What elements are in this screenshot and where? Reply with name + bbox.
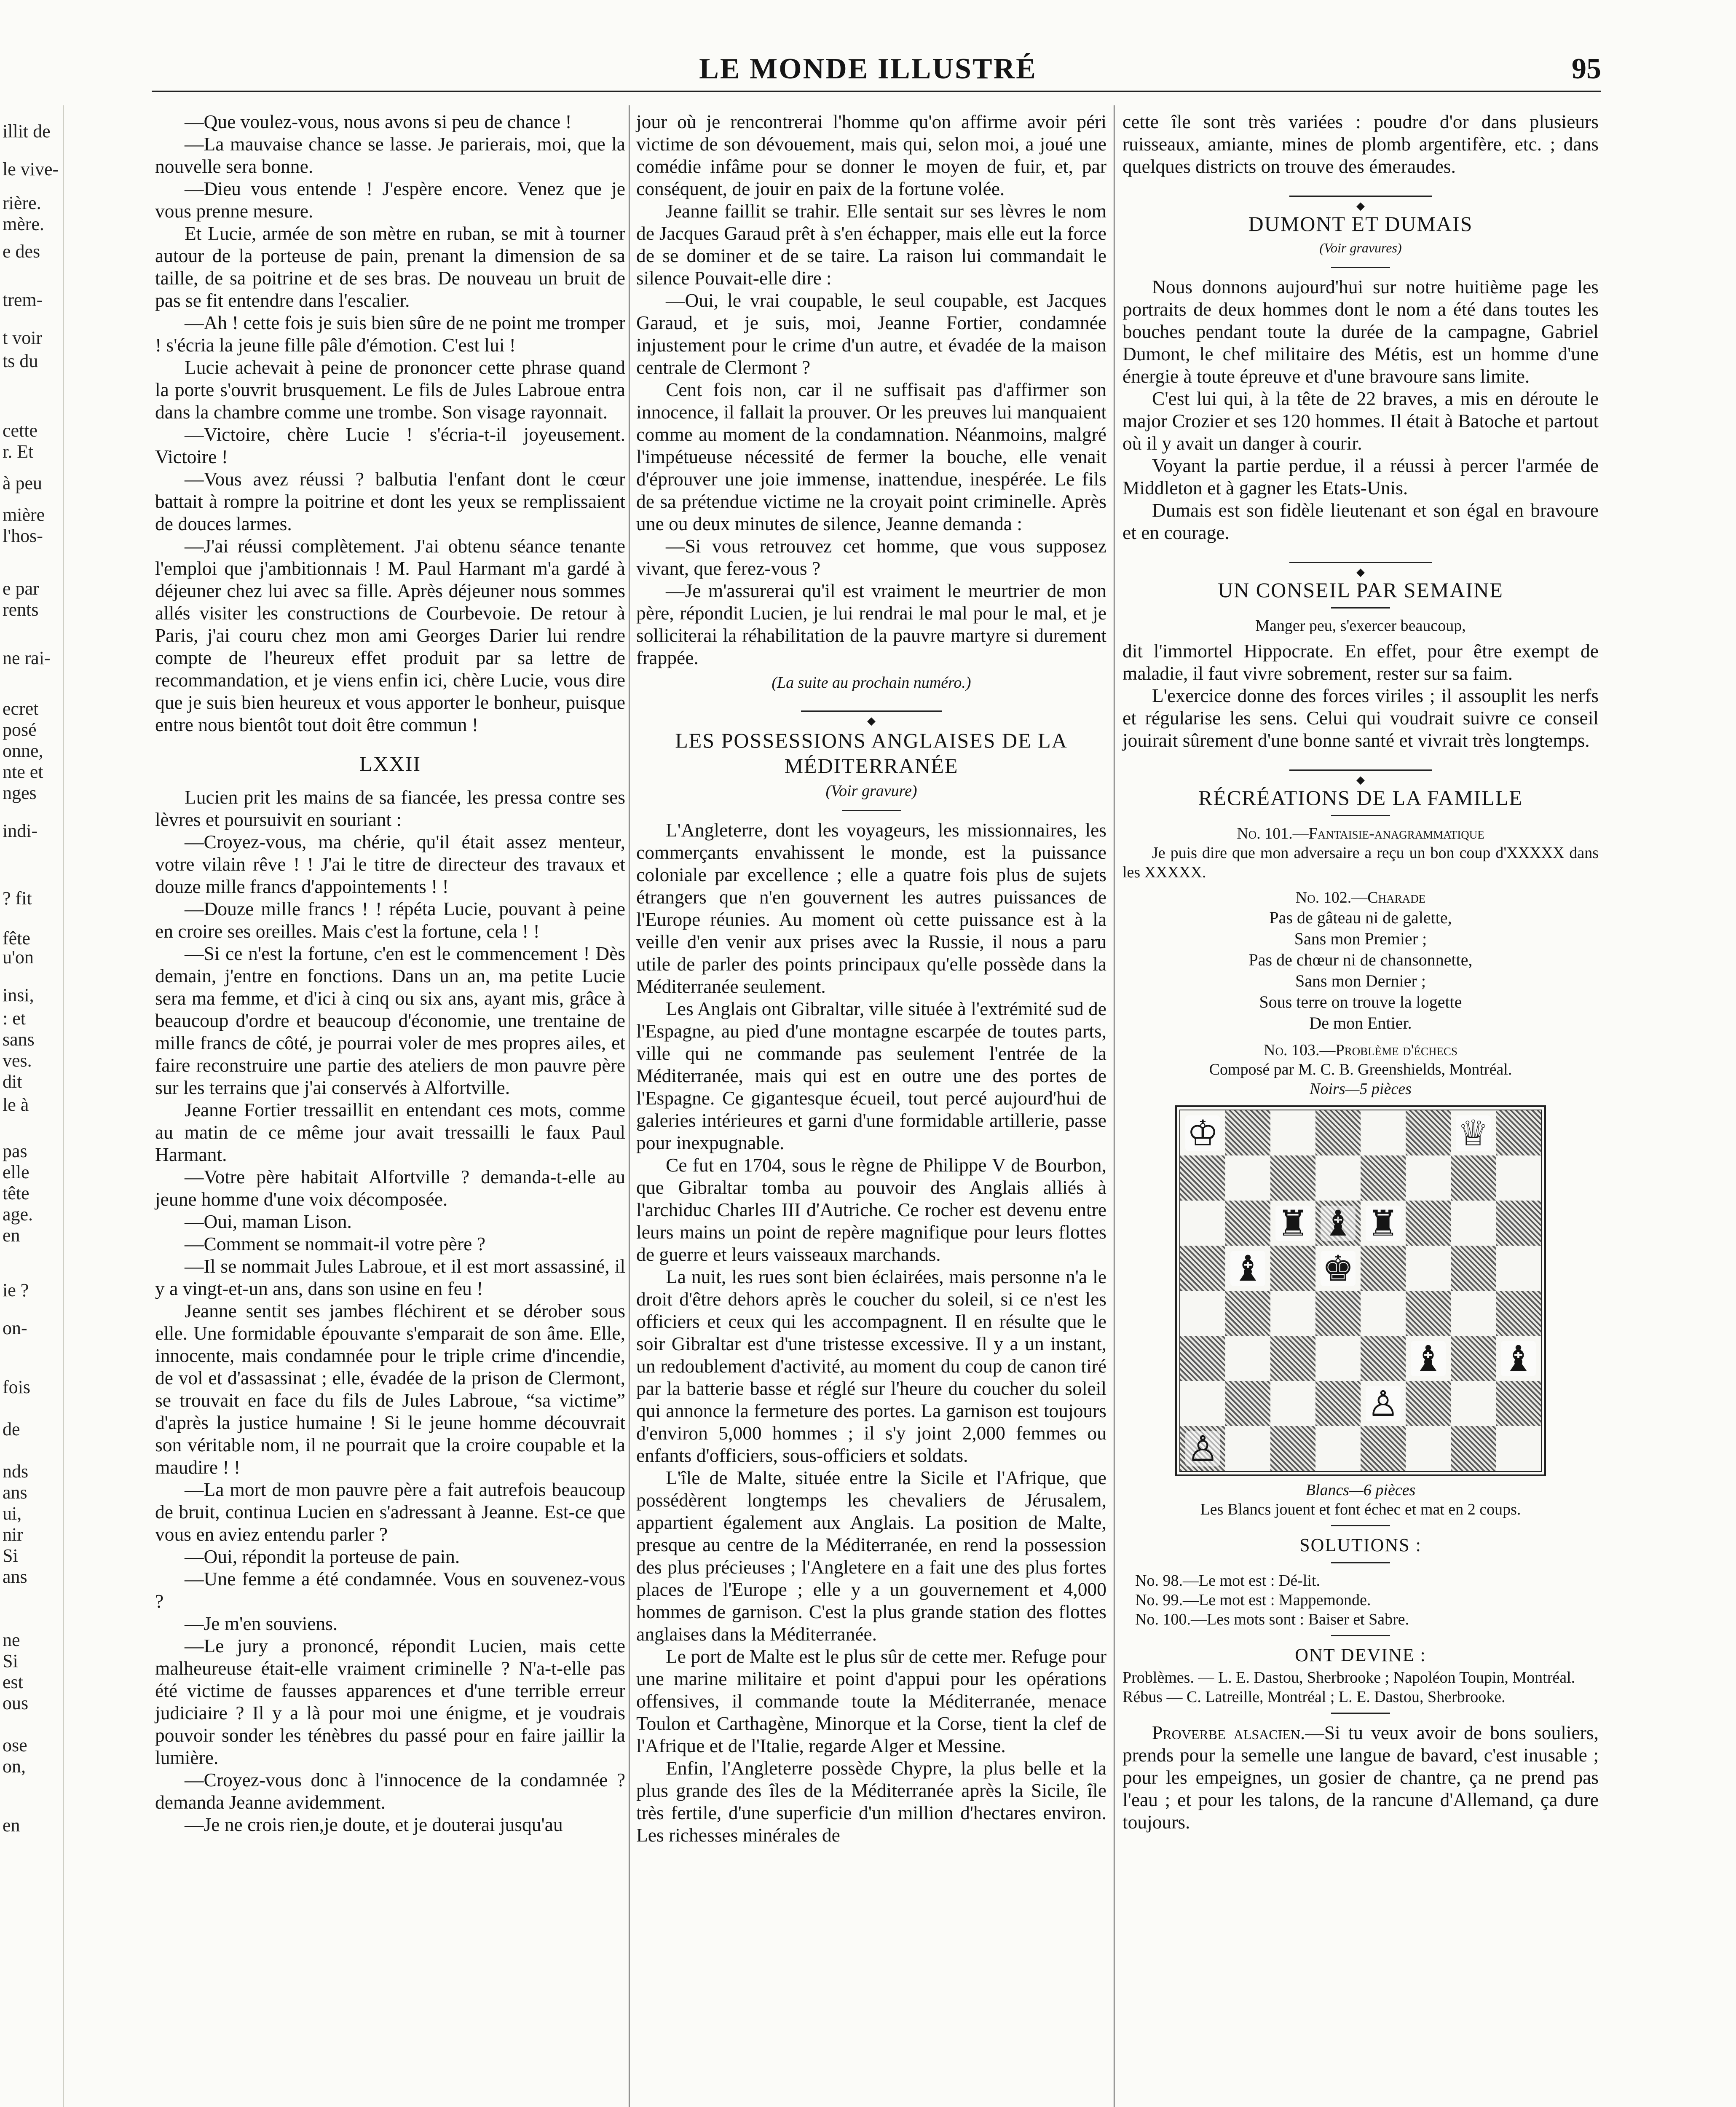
chess-square — [1225, 1155, 1270, 1201]
chess-square — [1180, 1381, 1225, 1426]
proverbe-label: Proverbe alsacien. — [1152, 1722, 1305, 1743]
paragraph: —Dieu vous entende ! J'espère encore. Venez que je vous prenne mesure. — [155, 178, 625, 222]
chess-square — [1496, 1155, 1541, 1201]
paragraph: La nuit, les rues sont bien éclairées, mais personne n'a le droit d'être dehors après le coucher du soleil, si ce n'est les officiers et ceux qui les accompagnent. Il en résulte que le soir Gibraltar est d'une tristesse excessive. Il y a un instant, un redoublement d'activité, au moment du coup de canon tiré par la batterie basse et réglé sur l'heure du coucher du soleil qui annonce la fermeture des portes. La garnison est toujours d'environ 5,000 hommes ; il s'y joint 2,000 femmes ou enfants d'officiers, sous-officiers et soldats. — [636, 1266, 1106, 1466]
chess-square — [1225, 1381, 1270, 1426]
paragraph: jour où je rencontrerai l'homme qu'on affirme avoir péri victime de son dévouement, mais qui, selon moi, a joué une comédie infâme pour se donner le moyen de fuir, et, par conséquent, de jouir en paix de la fortune volée. — [636, 111, 1106, 199]
previous-page-text: dit — [3, 1071, 22, 1092]
previous-page-text: nir — [3, 1524, 23, 1545]
ornament-diamond-icon: ◆ — [1353, 200, 1368, 212]
conseil-body — [1123, 640, 1599, 751]
problem-102-title: No. 102.—Charade — [1295, 889, 1426, 906]
previous-page-text: l'hos- — [3, 525, 43, 546]
chess-square — [1225, 1110, 1270, 1155]
chess-square — [1406, 1381, 1451, 1426]
ornament-divider — [1123, 192, 1599, 212]
paragraph: Lucie achevait à peine de prononcer cette phrase quand la porte s'ouvrit brusquement. Le fils de Jules Labroue entra dans la chambre comme une trombe. Son visage rayonnait. — [155, 357, 625, 423]
chess-square — [1270, 1426, 1315, 1471]
previous-page-text: illit de — [3, 121, 51, 142]
chess-square — [1406, 1246, 1451, 1291]
chess-square — [1361, 1336, 1406, 1381]
previous-page-text: ose — [3, 1735, 27, 1756]
devine-list — [1123, 1668, 1599, 1707]
previous-page-text: le vive- — [3, 159, 59, 180]
previous-page-text: tête — [3, 1183, 29, 1204]
previous-page-text: indi- — [3, 820, 38, 841]
chess-square — [1361, 1201, 1406, 1246]
chess-square — [1180, 1201, 1225, 1246]
chess-square — [1451, 1155, 1496, 1201]
serial-text-part-2 — [155, 786, 625, 1836]
chess-square — [1406, 1291, 1451, 1336]
solution-item: No. 99.—Le mot est : Mappemonde. — [1135, 1591, 1371, 1609]
previous-page-text: de — [3, 1419, 20, 1440]
short-rule — [1331, 607, 1390, 609]
chess-piece-icon: ♝ — [1230, 1251, 1265, 1286]
paragraph: Lucien prit les mains de sa fiancée, les pressa contre ses lèvres et poursuivit en souriant : — [155, 786, 625, 830]
paragraph: Voyant la partie perdue, il a réussi à percer l'armée de Middleton et à gagner les Etats-Unis. — [1123, 455, 1599, 499]
dumont-body — [1123, 276, 1599, 544]
chess-square — [1361, 1291, 1406, 1336]
paragraph: Nous donnons aujourd'hui sur notre huitième page les portraits de deux hommes dont le nom a été dans toutes les bouches pendant toute la durée de la campagne, Gabriel Dumont, le chef militaire des Métis, est un homme d'une énergie à toute épreuve et d'une bravoure sans limite. — [1123, 276, 1599, 387]
black-pieces-label: Noirs—5 pièces — [1310, 1080, 1412, 1098]
previous-page-text: r. Et — [3, 441, 34, 462]
paragraph: —J'ai réussi complètement. J'ai obtenu séance tenante l'emploi que j'ambitionnais ! M. Paul Harmant m'a gardé à déjeuner chez lui avec sa fille. Après déjeuner nous sommes allés visiter les constructions de Courbevoie. De retour à Paris, j'ai couru chez mon ami Georges Darier lui rendre compte de l'heureux effet produit par sa lettre de recommandation, et je viens enfin ici, chère Lucie, vous dire que je suis bien heureux et vous apporter le bonheur, puisque entre nous bientôt tout doit être commun ! — [155, 535, 625, 735]
previous-page-text: ans — [3, 1482, 27, 1503]
chess-square — [1315, 1110, 1361, 1155]
chess-square — [1451, 1291, 1496, 1336]
short-rule — [1331, 1635, 1390, 1636]
chess-square — [1451, 1246, 1496, 1291]
paragraph: —Ah ! cette fois je suis bien sûre de ne point me tromper ! s'écria la jeune fille pâle d'émotion. C'est lui ! — [155, 312, 625, 356]
verse-line: De mon Entier. — [1309, 1013, 1412, 1032]
previous-page-text: fête — [3, 928, 30, 949]
previous-page-text: ous — [3, 1693, 29, 1713]
paragraph: L'Angleterre, dont les voyageurs, les missionnaires, les commerçants envahissent le monde, est la puissance coloniale par excellence ; elle a quatre fois plus de sujets étrangers que n'en gouvernent les autres puissances de l'Europe réunies. Au moment où cette puissance est à la veille d'en venir aux prises avec la Russie, il nous a paru utile de parler des points principaux qu'elle possède dans la Méditerranée seulement. — [636, 819, 1106, 997]
chess-square — [1315, 1246, 1361, 1291]
chess-square — [1315, 1426, 1361, 1471]
problem-101-text: Je puis dire que mon adversaire a reçu un bon coup d'XXXXX dans les XXXXX. — [1123, 844, 1599, 881]
previous-page-text: sans — [3, 1029, 35, 1050]
chess-square — [1496, 1201, 1541, 1246]
paragraph: —Votre père habitait Alfortville ? demanda-t-elle au jeune homme d'une voix décomposée. — [155, 1166, 625, 1210]
chess-square — [1225, 1291, 1270, 1336]
ornament-divider — [1123, 558, 1599, 578]
paragraph: —Croyez-vous, ma chérie, qu'il était assez menteur, votre vilain rêve ! ! J'ai le titre de directeur des travaux et douze mille francs d'appointements ! ! — [155, 831, 625, 897]
chess-square — [1496, 1426, 1541, 1471]
proverbe-text: —Si tu veux avoir de bons souliers, prends pour la semelle une langue de bavard, c'est inusable ; pour les empeignes, un gosier de chantre, ça ne prend pas l'eau ; et pour les talons, de la rancune d'Allemand, ça dure toujours. — [1123, 1722, 1599, 1833]
chess-square — [1315, 1381, 1361, 1426]
previous-page-text: mère. — [3, 214, 44, 234]
chess-piece-icon: ♝ — [1321, 1206, 1356, 1241]
conseil-quote: Manger peu, s'exercer beaucoup, — [1255, 617, 1466, 635]
paragraph: —Si vous retrouvez cet homme, que vous supposez vivant, que ferez-vous ? — [636, 535, 1106, 579]
chess-piece-icon: ♔ — [1185, 1115, 1220, 1151]
short-rule — [1331, 1562, 1390, 1563]
paragraph: —La mauvaise chance se lasse. Je parierais, moi, que la nouvelle sera bonne. — [155, 133, 625, 177]
paragraph: Jeanne sentit ses jambes fléchirent et se dérober sous elle. Une formidable épouvante s'emparait de son âme. Elle, innocente, mais condamnée pour le triple crime d'incendie, de vol et d'assassinat ; elle, évadée de la prison de Clermont, se trouvait en face du fils de Jules Labroue, “sa victime” d'après la justice humaine ! Si le jeune homme découvrait son véritable nom, il ne pourrait que la croire coupable et la maudire ! ! — [155, 1300, 625, 1478]
proverbe — [1123, 1721, 1599, 1833]
previous-page-text: Si — [3, 1545, 18, 1566]
previous-page-text: elle — [3, 1162, 29, 1182]
chess-square — [1361, 1155, 1406, 1201]
chess-piece-icon: ♝ — [1501, 1341, 1536, 1376]
serial-text-continuation — [636, 110, 1106, 669]
previous-page-text: en — [3, 1815, 20, 1836]
short-rule — [1331, 815, 1390, 816]
chapter-number: LXXII — [359, 752, 421, 775]
previous-page-text: le à — [3, 1094, 29, 1115]
article-title: LES POSSESSIONS ANGLAISES DE LA MÉDITERRANÉE — [675, 729, 1068, 777]
charade-verse — [1123, 907, 1599, 1034]
previous-page-text: rents — [3, 599, 39, 620]
paragraph: Le port de Malte est le plus sûr de cette mer. Refuge pour une marine militaire et point d'appui pour les opérations offensives, il commande toute la Méditerranée, menace Toulon et Carthagène, Minorque et la Corse, tient la clef de l'Afrique et de l'Italie, regarde Alger et Messine. — [636, 1646, 1106, 1756]
paragraph: —Oui, le vrai coupable, le seul coupable, est Jacques Garaud, et je suis, moi, Jeanne Fortier, condamnée injustement pour le crime d'un autre, et évadée de la maison centrale de Clermont ? — [636, 290, 1106, 378]
paragraph: —Je m'en souviens. — [185, 1613, 338, 1634]
chess-piece-icon: ♝ — [1411, 1341, 1446, 1376]
chess-square — [1180, 1426, 1225, 1471]
previous-page-text: nges — [3, 783, 37, 803]
solution-item: No. 100.—Les mots sont : Baiser et Sabre. — [1135, 1611, 1409, 1628]
dumont-note: (Voir gravures) — [1319, 240, 1402, 255]
previous-page-text: on, — [3, 1756, 26, 1777]
chess-square — [1270, 1155, 1315, 1201]
chess-piece-icon: ♜ — [1366, 1206, 1401, 1241]
chess-square — [1496, 1336, 1541, 1381]
article-note: (Voir gravure) — [825, 782, 917, 800]
devine-item: Problèmes. — L. E. Dastou, Sherbrooke ; Napoléon Toupin, Montréal. — [1123, 1669, 1575, 1686]
paragraph: —Douze mille francs ! ! répéta Lucie, pouvant à peine en croire ses oreilles. Mais c'est la fortune, cela ! ! — [155, 898, 625, 942]
solutions-list — [1123, 1571, 1599, 1629]
dumont-title: DUMONT ET DUMAIS — [1248, 212, 1473, 236]
short-rule — [1331, 1713, 1390, 1714]
paragraph: —Oui, maman Lison. — [185, 1211, 352, 1232]
chess-piece-icon: ♕ — [1456, 1115, 1491, 1151]
ornament-diamond-icon: ◆ — [1353, 566, 1368, 578]
short-rule — [1331, 267, 1390, 268]
previous-page-text: onne, — [3, 740, 43, 761]
previous-page-text: pas — [3, 1141, 27, 1161]
serial-text-part-1 — [155, 110, 625, 736]
chess-piece-icon: ♙ — [1366, 1386, 1401, 1421]
chess-square — [1270, 1110, 1315, 1155]
white-pieces-label: Blancs—6 pièces — [1305, 1481, 1416, 1499]
verse-line: Sous terre on trouve la logette — [1259, 992, 1462, 1011]
previous-page-text: on- — [3, 1318, 27, 1338]
previous-page-text: Si — [3, 1651, 18, 1671]
chess-square — [1361, 1426, 1406, 1471]
solutions-title: SOLUTIONS : — [1299, 1535, 1422, 1555]
previous-page-text: mière — [3, 504, 45, 525]
paragraph: L'exercice donne des forces viriles ; il assouplit les nerfs et régularise les sens. Celui qui voudrait suivre ce conseil jouirait sûrement d'une bonne santé et vivrait très longtemps. — [1123, 685, 1599, 751]
previous-page-text: en — [3, 1225, 20, 1246]
previous-page-text: : et — [3, 1008, 26, 1029]
previous-page-text: posé — [3, 719, 37, 740]
article-body — [636, 819, 1106, 1846]
chess-square — [1180, 1155, 1225, 1201]
ornament-diamond-icon: ◆ — [864, 715, 879, 727]
chess-square — [1496, 1246, 1541, 1291]
chess-square — [1180, 1246, 1225, 1291]
previous-page-text: insi, — [3, 985, 34, 1005]
chess-square — [1180, 1336, 1225, 1381]
chess-square — [1496, 1110, 1541, 1155]
chess-square — [1496, 1381, 1541, 1426]
problem-103-title: No. 103.—Problème d'échecs — [1264, 1041, 1457, 1059]
previous-page-text: age. — [3, 1204, 33, 1225]
paragraph: Ce fut en 1704, sous le règne de Philippe V de Bourbon, que Gibraltar tomba au pouvoir des Anglais alliés à l'archiduc Charles III d'Autriche. Ce rocher est devenu entre leurs mains un point de repère magnifique pour leurs flottes de guerre et leurs vaisseaux marchands. — [636, 1154, 1106, 1265]
paragraph: Jeanne faillit se trahir. Elle sentait sur ses lèvres le nom de Jacques Garaud prêt à s'en échapper, mais elle eut la force de se dominer et de se taire. La raison lui commandait le silence Pouvait-elle dire : — [636, 200, 1106, 289]
ornament-divider — [1123, 766, 1599, 786]
devine-title: ONT DEVINE : — [1295, 1645, 1426, 1665]
paragraph: —La mort de mon pauvre père a fait autrefois beaucoup de bruit, continua Lucien en s'adressant à Jeanne. Est-ce que vous en aviez entendu parler ? — [155, 1479, 625, 1545]
chess-square — [1225, 1336, 1270, 1381]
previous-page-text: fois — [3, 1377, 30, 1397]
chess-square — [1225, 1201, 1270, 1246]
problem-101-title: No. 101.—Fantaisie-anagrammatique — [1237, 825, 1484, 842]
paragraph: C'est lui qui, à la tête de 22 braves, a mis en déroute le major Crozier et ses 120 hommes. Il était à Batoche et partout où il y avait un danger à courir. — [1123, 388, 1599, 454]
paragraph: Les Anglais ont Gibraltar, ville située à l'extrémité sud de l'Espagne, au pied d'une montagne escarpée de toutes parts, ville qui ne commande pas seulement l'entrée de la Méditerranée, mais qui est en outre une des portes de l'Espagne. Ce gigantesque écueil, tout percé aujourd'hui de galeries intérieures et garni d'une formidable artillerie, passe pour inexpugnable. — [636, 998, 1106, 1153]
previous-page-text: nte et — [3, 761, 43, 782]
chess-square — [1406, 1110, 1451, 1155]
solution-item: No. 98.—Le mot est : Dé-lit. — [1135, 1572, 1321, 1590]
chess-square — [1270, 1291, 1315, 1336]
chess-square — [1315, 1336, 1361, 1381]
paragraph: —Je m'assurerai qu'il est vraiment le meurtrier de mon père, répondit Lucien, je lui rendrai le mal pour le mal, et je solliciterai la réhabilitation de la pauvre martyre si durement frappée. — [636, 580, 1106, 668]
chess-square — [1180, 1110, 1225, 1155]
paragraph: —Vous avez réussi ? balbutia l'enfant dont le cœur battait à rompre la poitrine et dont les yeux se remplissaient de douces larmes. — [155, 468, 625, 534]
chess-square — [1451, 1381, 1496, 1426]
column-3 — [1123, 110, 1599, 1833]
chess-square — [1451, 1426, 1496, 1471]
previous-page-text: ie ? — [3, 1280, 29, 1300]
previous-page-text: nds — [3, 1461, 29, 1482]
previous-page-text: ves. — [3, 1050, 32, 1071]
chess-square — [1451, 1110, 1496, 1155]
ornament-diamond-icon: ◆ — [1353, 774, 1368, 786]
previous-page-text: est — [3, 1672, 23, 1692]
previous-page-text: ne — [3, 1630, 20, 1650]
previous-page-text: cette — [3, 420, 38, 441]
paragraph: dit l'immortel Hippocrate. En effet, pour être exempt de maladie, il faut vivre sobrement, rester sur sa faim. — [1123, 640, 1599, 684]
paragraph: —Oui, répondit la porteuse de pain. — [185, 1546, 460, 1567]
recreations-title: RÉCRÉATIONS DE LA FAMILLE — [1198, 786, 1523, 810]
previous-page-text: ? fit — [3, 888, 32, 909]
chess-square — [1406, 1201, 1451, 1246]
verse-line: Sans mon Premier ; — [1294, 929, 1427, 948]
chess-square — [1451, 1336, 1496, 1381]
column-divider-1 — [629, 105, 630, 2107]
chess-board — [1179, 1110, 1542, 1472]
previous-page-text: ui, — [3, 1503, 22, 1524]
conseil-title: UN CONSEIL PAR SEMAINE — [1218, 578, 1503, 602]
paragraph: —Si ce n'est la fortune, c'en est le commencement ! Dès demain, j'entre en fonctions. Dans un an, ma petite Lucie sera ma femme, et d'ici à cinq ou six ans, ayant mis, grâce à beaucoup d'ordre et beaucoup d'économie, une trentaine de mille francs de côté, je pourrai voler de mes propres ailes, et faire reconstruire une partie des ateliers de mon pauvre père sur les terrains que j'ai conservés à Alfortville. — [155, 943, 625, 1098]
paragraph: Jeanne Fortier tressaillit en entendant ces mots, comme au matin de ce même jour avait tressailli le faux Paul Harmant. — [155, 1099, 625, 1165]
header-rule — [152, 91, 1601, 98]
previous-page-text: à peu — [3, 473, 43, 493]
chess-piece-icon: ♚ — [1321, 1251, 1356, 1286]
paragraph: Et Lucie, armée de son mètre en ruban, se mit à tourner autour de la porteuse de pain, prenant la dimension de sa taille, de sa poitrine et de ses bras. De nouveau un bruit de pas se fit entendre dans l'escalier. — [155, 222, 625, 311]
chess-square — [1406, 1426, 1451, 1471]
previous-page-text: e des — [3, 241, 40, 262]
previous-page-text: ans — [3, 1566, 27, 1587]
page-header — [152, 46, 1601, 93]
previous-page-text: trem- — [3, 290, 43, 310]
short-rule — [842, 810, 901, 811]
paragraph: Cent fois non, car il ne suffisait pas d'affirmer son innocence, il fallait la prouver. Or les preuves lui manquaient comme au moment de la condamnation. Néanmoins, malgré l'impétueuse nécessité de fermer la bouche, elle venait d'éprouver une joie immense, inattendue, inespérée. Le fils de sa prétendue victime ne la croyait point criminelle. Après une ou deux minutes de silence, Jeanne demanda : — [636, 379, 1106, 534]
chess-piece-icon: ♙ — [1185, 1431, 1220, 1466]
article-body-end: cette île sont très variées : poudre d'or dans plusieurs ruisseaux, amiante, mines de plomb argentifère, etc. ; dans quelques districts on trouve des émeraudes. — [1123, 111, 1599, 177]
paragraph: —Une femme a été condamnée. Vous en souvenez-vous ? — [155, 1568, 625, 1612]
paragraph: —Comment se nommait-il votre père ? — [185, 1233, 485, 1255]
previous-page-text: ts du — [3, 351, 38, 371]
verse-line: Pas de gâteau ni de galette, — [1269, 908, 1452, 927]
chess-square — [1180, 1291, 1225, 1336]
chess-square — [1225, 1246, 1270, 1291]
problem-103-caption: Les Blancs jouent et font échec et mat en 2 coups. — [1200, 1501, 1521, 1518]
chess-square — [1361, 1246, 1406, 1291]
previous-page-text: t voir — [3, 327, 43, 348]
chess-square — [1270, 1336, 1315, 1381]
devine-item: Rébus — C. Latreille, Montréal ; L. E. Dastou, Sherbrooke. — [1123, 1688, 1506, 1706]
chess-square — [1406, 1336, 1451, 1381]
previous-page-text: ecret — [3, 698, 39, 719]
chess-square — [1496, 1291, 1541, 1336]
paragraph: —Croyez-vous donc à l'innocence de la condamnée ? demanda Jeanne avidemment. — [155, 1769, 625, 1813]
previous-page-text: ne rai- — [3, 648, 51, 668]
masthead-title: LE MONDE ILLUSTRÉ — [699, 53, 1037, 85]
verse-line: Sans mon Dernier ; — [1295, 971, 1426, 990]
previous-page-text: u'on — [3, 947, 34, 968]
chess-square — [1361, 1110, 1406, 1155]
page-number: 95 — [1572, 53, 1601, 85]
column-2 — [636, 110, 1106, 1846]
chess-diagram — [1175, 1105, 1546, 1476]
chess-piece-icon: ♜ — [1275, 1206, 1310, 1241]
paragraph: —Il se nommait Jules Labroue, et il est mort assassiné, il y a vingt-et-un ans, dans son usine en feu ! — [155, 1255, 625, 1299]
paragraph: —Je ne crois rien,je doute, et je douterai jusqu'au — [185, 1814, 563, 1835]
chess-square — [1270, 1246, 1315, 1291]
column-1 — [155, 110, 625, 1836]
paragraph: —Que voulez-vous, nous avons si peu de chance ! — [185, 111, 572, 132]
ornament-divider — [636, 707, 1106, 727]
chess-square — [1315, 1291, 1361, 1336]
paragraph: —Le jury a prononcé, répondit Lucien, mais cette malheureuse était-elle vraiment criminelle ? N'a-t-elle pas été victime de fausses apparences et d'une terrible erreur judiciaire ? Il y a là pour moi une énigme, et je voudrais pouvoir sonder les ténèbres du passé pour en faire jaillir la lumière. — [155, 1635, 625, 1768]
problem-103-author: Composé par M. C. B. Greenshields, Montréal. — [1209, 1061, 1512, 1078]
previous-page-text: rière. — [3, 193, 41, 213]
verse-line: Pas de chœur ni de chansonnette, — [1248, 950, 1473, 969]
chess-square — [1225, 1426, 1270, 1471]
chess-square — [1361, 1381, 1406, 1426]
previous-page-fragment — [0, 105, 64, 2107]
to-be-continued-note: (La suite au prochain numéro.) — [772, 674, 971, 692]
chess-square — [1270, 1201, 1315, 1246]
chess-square — [1406, 1155, 1451, 1201]
paragraph: Dumais est son fidèle lieutenant et son égal en bravoure et en courage. — [1123, 499, 1599, 543]
chess-square — [1315, 1155, 1361, 1201]
short-rule — [1331, 1525, 1390, 1526]
chess-square — [1315, 1201, 1361, 1246]
chess-square — [1270, 1381, 1315, 1426]
paragraph: —Victoire, chère Lucie ! s'écria-t-il joyeusement. Victoire ! — [155, 424, 625, 467]
chess-square — [1451, 1201, 1496, 1246]
previous-page-text: e par — [3, 578, 39, 599]
paragraph: Enfin, l'Angleterre possède Chypre, la plus belle et la plus grande des îles de la Méditerranée après la Sicile, île très fertile, d'une superficie d'un million d'hectares environ. Les richesses minérales de — [636, 1757, 1106, 1846]
paragraph: L'île de Malte, située entre la Sicile et l'Afrique, que possédèrent longtemps les chevaliers de Jérusalem, appartient également aux Anglais. La position de Malte, presque au centre de la Méditerranée, en rend la possession des plus précieuses ; l'Angletere en a fait une des plus fortes places de l'Europe ; elle y a un gouvernement et 4,000 hommes de garnison. C'est la plus grande station des flottes anglaises dans la Méditerranée. — [636, 1467, 1106, 1645]
